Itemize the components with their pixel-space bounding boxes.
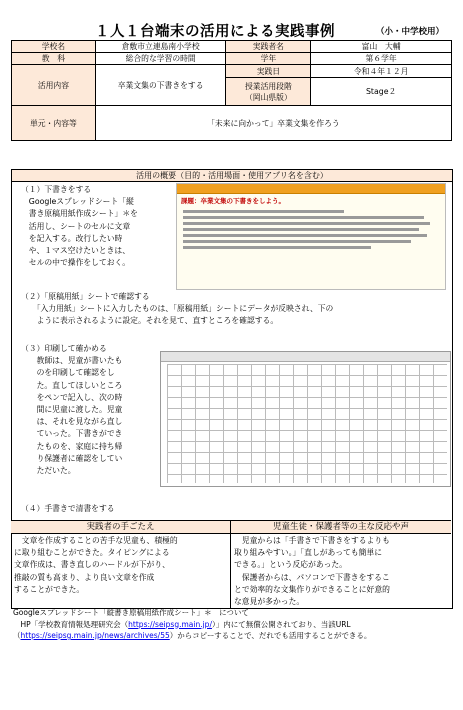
subject-label: 教 科 [12, 53, 96, 65]
activity-label: 活用内容 [12, 65, 96, 106]
activity-value: 卒業文集の下書きをする [95, 65, 226, 106]
unit-value: 「未来に向かって」卒業文集を作ろう [95, 106, 451, 141]
unit-label: 単元・内容等 [12, 106, 96, 141]
school-value: 倉敷市立連島南小学校 [95, 41, 226, 53]
seipsg-home-link[interactable]: https://seipsg.main.jp/ [128, 619, 212, 629]
footnote: Googleスプレッドシート「縦書き原稿用紙作成シート」＊ について HP「学校教育情報処理研究会（https://seipsg.main.jp/）」内にて無償公開されており、当該URL （https://seipsg.main.jp/news/archives/55）からコピーすることで、だれでも活用することができる。 [13, 608, 372, 640]
step2-text: （２）「原稿用紙」シートで確認する 「入力用紙」シートに入力したものは、「原稿用紙」シートにデータが反映され、下の ように表示されるように設定。それを見て、直すところを確認する。 [21, 292, 334, 326]
practitioner-reflection: 実践者の手ごたえ 文章を作成することの苦手な児童も、積極的 に取り組むことができた。タイピングによる 文章作成は、書き直しのハードルが下がり、 推敲の質も高まり、より良い文章を作成 することができた。 [11, 520, 231, 608]
practitioner-value: 富山 大輔 [311, 41, 452, 53]
date-value: 令和４年１２月 [311, 65, 452, 78]
left-header: 実践者の手ごたえ [11, 521, 230, 534]
grade-value: 第６学年 [311, 53, 452, 65]
grade-label: 学年 [226, 53, 311, 65]
stage-value: Stage２ [311, 78, 452, 106]
subject-value: 総合的な学習の時間 [95, 53, 226, 65]
step1-text: （１）下書きをする Googleスプレッドシート「縦 書き原稿用紙作成シート」＊を 活用し、シートのセルに文章 を記入する。改行したい時 や、１マス空けたいときは、 セルの中で操作をしておく。 [21, 185, 138, 268]
stage-label: 授業活用段階 （岡山県版） [226, 78, 311, 106]
right-header: 児童生徒・保護者等の主な反応や声 [231, 521, 451, 534]
step4-text: （４）手書きで清書をする [21, 504, 115, 513]
date-label: 実践日 [226, 65, 311, 78]
step3-text: （３）印刷して確かめる 教師は、児童が書いたも のを印刷して確認をし た。直してほしいところ をペンで記入し、次の時 間に児童に渡した。児童 は、それを見ながら直し ていった。下書きができ たものを、家庭に持ち帰 り保護者に確認をしてい ただいた。 [21, 344, 123, 476]
school-label: 学校名 [12, 41, 96, 53]
info-table [11, 40, 452, 141]
practitioner-label: 実践者名 [226, 41, 311, 53]
seipsg-archive-link[interactable]: https://seipsg.main.jp/news/archives/55 [20, 631, 170, 640]
screenshot-title: 課題：卒業文集の下書きをしよう。 [181, 197, 285, 205]
page-subtitle: （小・中学校用） [376, 27, 445, 37]
manuscript-sheet-screenshot [160, 351, 451, 487]
student-parent-reactions: 児童生徒・保護者等の主な反応や声 児童からは「手書きで下書きをするよりも 取り組みやすい。」「直しがあっても簡単に できる。」という反応があった。 保護者からは、パソコンで下書きをするこ とで効率的な文集作りができることに好意的 な意見が多かった。 [231, 520, 451, 608]
spreadsheet-input-screenshot [176, 183, 446, 290]
overview-caption: 活用の概要（目的・活用場面・使用アプリ名を含む） [12, 170, 452, 182]
page-title: １人１台端末の活用による実践事例 [95, 24, 335, 40]
reflection-section [11, 520, 451, 607]
